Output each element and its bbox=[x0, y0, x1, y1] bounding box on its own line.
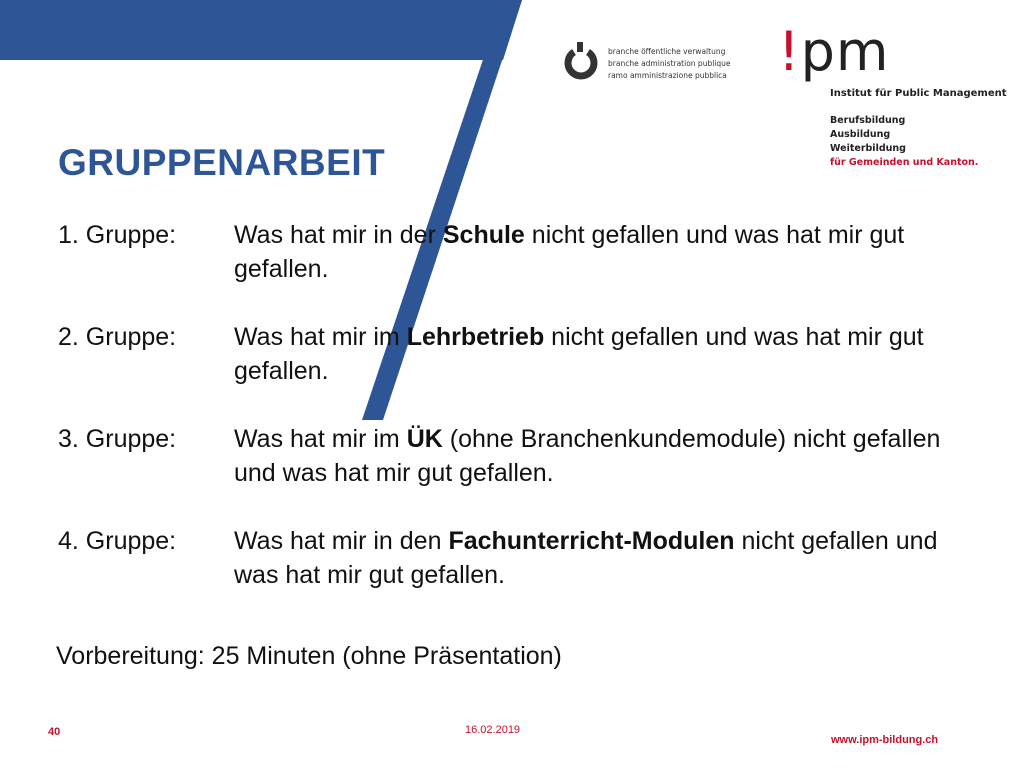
group-4 bbox=[58, 524, 978, 592]
branche-logo-icon bbox=[560, 42, 600, 88]
ipm-logo-bang: ! bbox=[778, 20, 801, 83]
tagline-3: Weiterbildung bbox=[830, 143, 906, 154]
group-2 bbox=[58, 320, 978, 388]
tagline-1: Berufsbildung bbox=[830, 115, 906, 126]
group-3 bbox=[58, 422, 978, 490]
group-4-text: Was hat mir in den Fachunterricht-Modulen nicht gefallen und was hat mir gut gefallen. bbox=[234, 527, 938, 589]
tagline-2: Ausbildung bbox=[830, 129, 891, 140]
group-1 bbox=[58, 218, 978, 286]
tagline-4: für Gemeinden und Kanton. bbox=[830, 157, 979, 168]
ipm-logo-word: pm bbox=[800, 20, 890, 83]
branche-line-3: ramo amministrazione pubblica bbox=[608, 71, 727, 80]
group-2-text: Was hat mir im Lehrbetrieb nicht gefallen und was hat mir gut gefallen. bbox=[234, 323, 924, 385]
ipm-logo bbox=[778, 20, 1018, 108]
prep-note: Vorbereitung: 25 Minuten (ohne Präsentation) bbox=[56, 642, 562, 670]
group-list bbox=[58, 218, 978, 626]
branche-line-1: branche öffentliche verwaltung bbox=[608, 47, 726, 56]
branche-logo bbox=[560, 42, 760, 92]
tagline bbox=[830, 114, 978, 170]
page-number: 40 bbox=[48, 726, 61, 738]
ipm-subtitle: Institut für Public Management bbox=[830, 88, 1007, 99]
group-1-text: Was hat mir in der Schule nicht gefallen und was hat mir gut gefallen. bbox=[234, 221, 905, 283]
group-3-text: Was hat mir im ÜK (ohne Branchenkundemodule) nicht gefallen und was hat mir gut gefallen. bbox=[234, 425, 941, 487]
group-4-label: 4. Gruppe: bbox=[58, 527, 177, 555]
group-3-label: 3. Gruppe: bbox=[58, 425, 177, 453]
group-2-label: 2. Gruppe: bbox=[58, 323, 177, 351]
slide-date: 16.02.2019 bbox=[465, 724, 521, 736]
group-1-label: 1. Gruppe: bbox=[58, 221, 177, 249]
website[interactable]: www.ipm-bildung.ch bbox=[831, 734, 939, 746]
page-title: GRUPPENARBEIT bbox=[58, 142, 386, 183]
branche-line-2: branche administration publique bbox=[608, 59, 731, 68]
